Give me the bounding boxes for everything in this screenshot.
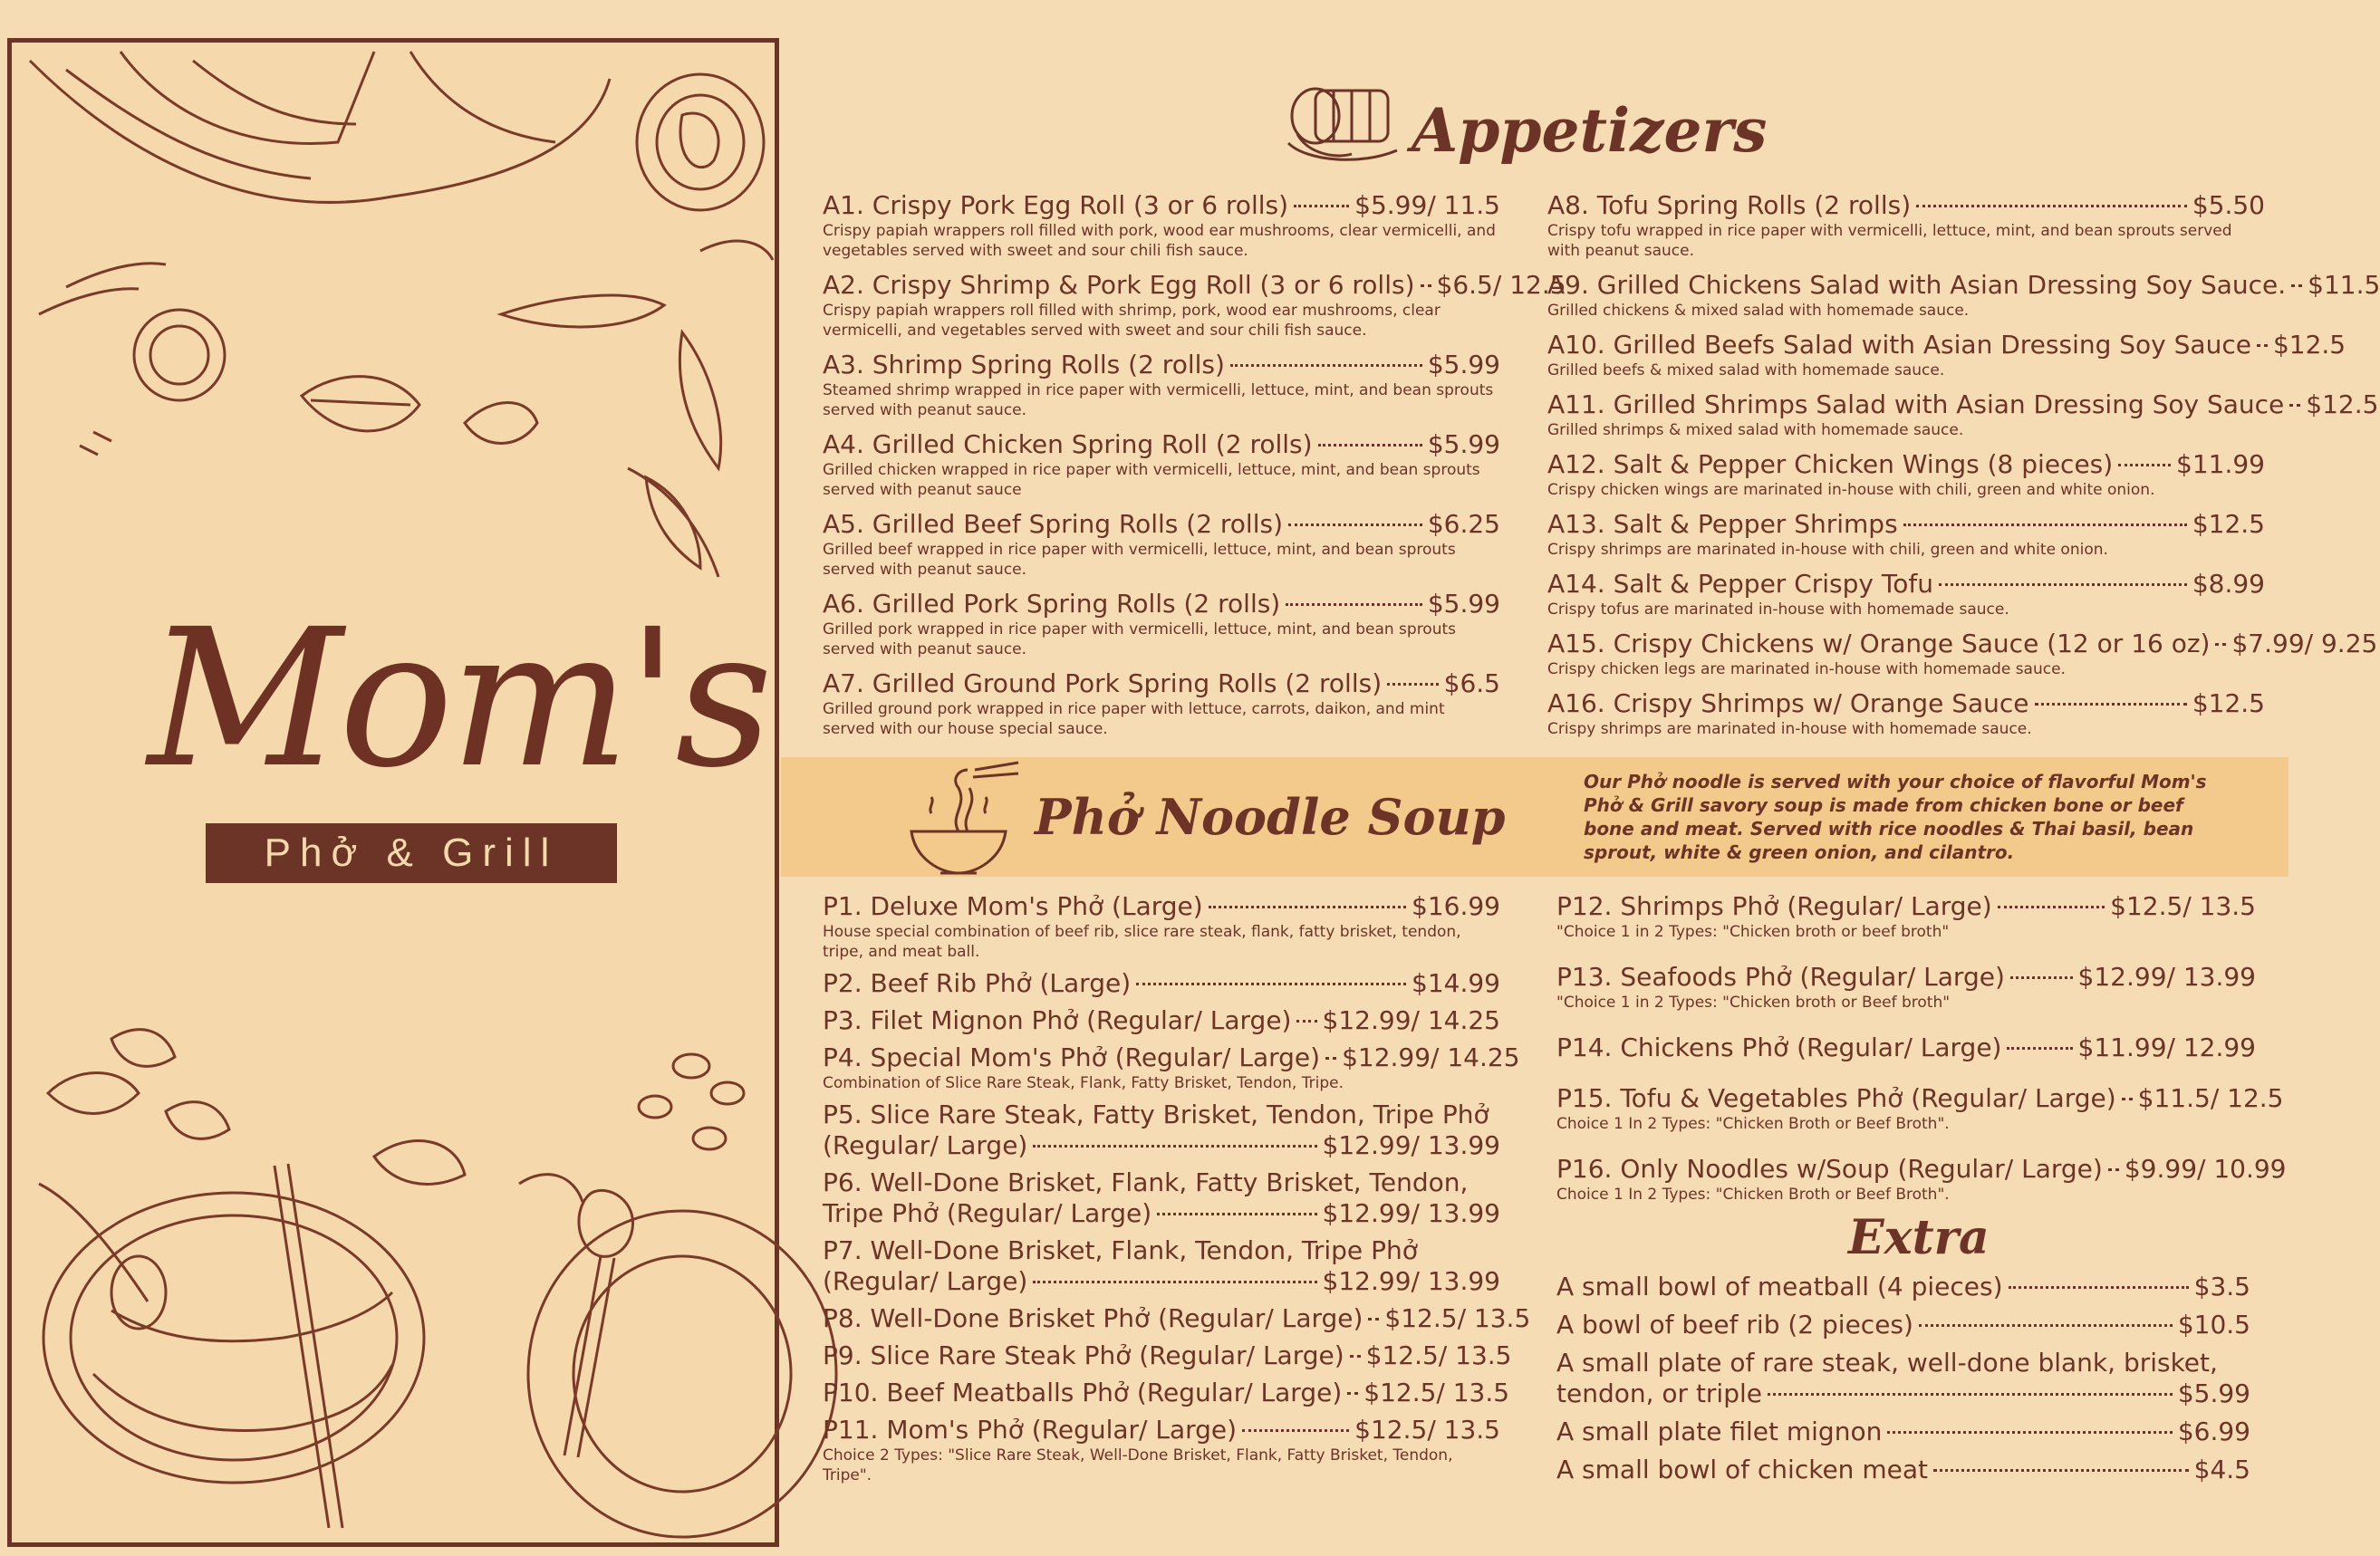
item-description: "Choice 1 in 2 Types: "Chicken broth or beef broth" xyxy=(1556,923,1950,941)
item-description: Choice 2 Types: "Slice Rare Steak, Well-Done Brisket, Flank, Fatty Brisket, Tendon, Tripe". xyxy=(823,1446,1453,1484)
item-name: A13. Salt & Pepper Shrimps xyxy=(1547,509,1898,539)
dot-leader xyxy=(1421,284,1431,287)
menu-item xyxy=(1547,190,2265,261)
item-line xyxy=(1547,449,2265,480)
item-description: Crispy chicken legs are marinated in-house with homemade sauce. xyxy=(1547,660,2066,678)
brand-name: Mom's xyxy=(148,588,770,810)
menu-item xyxy=(1556,1154,2287,1205)
item-description: Grilled pork wrapped in rice paper with vermicelli, lettuce, mint, and bean sprouts served with peanut sauce. xyxy=(823,620,1457,658)
item-line xyxy=(1556,1083,2284,1114)
item-description: Combination of Slice Rare Steak, Flank, Fatty Brisket, Tendon, Tripe. xyxy=(823,1074,1344,1092)
item-line xyxy=(823,1198,1500,1229)
item-line xyxy=(823,1415,1500,1446)
item-line xyxy=(1556,1033,2256,1063)
item-line xyxy=(1547,629,2378,659)
item-price: $3.5 xyxy=(2193,1272,2250,1301)
item-description: Crispy papiah wrappers roll filled with shrimp, pork, wood ear mushrooms, clear vermicelli, and vegetables served with sweet and sour chili fish sauce. xyxy=(823,302,1441,340)
item-name: tendon, or triple xyxy=(1556,1378,1762,1408)
item-name: A5. Grilled Beef Spring Rolls (2 rolls) xyxy=(823,509,1284,539)
item-name: P12. Shrimps Phở (Regular/ Large) xyxy=(1556,891,1992,921)
item-price: $5.99 xyxy=(2177,1378,2250,1408)
pho-right-column xyxy=(1556,891,2287,1225)
pho-left-column xyxy=(823,891,1531,1492)
menu-item xyxy=(823,1378,1510,1408)
menu-item xyxy=(823,1042,1520,1093)
item-price: $12.5 xyxy=(2306,389,2379,419)
item-price: $11.5 xyxy=(2308,270,2380,300)
item-line xyxy=(1547,569,2265,600)
item-name: A10. Grilled Beefs Salad with Asian Dressing Soy Sauce xyxy=(1547,330,2251,360)
item-name: (Regular/ Large) xyxy=(823,1266,1028,1296)
item-description: Crispy tofus are marinated in-house with homemade sauce. xyxy=(1547,600,2009,619)
item-price: $12.5/ 13.5 xyxy=(2110,891,2256,921)
item-line xyxy=(1556,891,2256,922)
item-description: Grilled chicken wrapped in rice paper with vermicelli, lettuce, mint, and bean sprouts served with peanut sauce xyxy=(823,461,1480,499)
item-name: P9. Slice Rare Steak Phở (Regular/ Large) xyxy=(823,1340,1344,1370)
menu-item xyxy=(823,190,1500,261)
item-name: A1. Crispy Pork Egg Roll (3 or 6 rolls) xyxy=(823,190,1289,220)
item-price: $5.99 xyxy=(1427,429,1500,459)
dot-leader xyxy=(1230,364,1422,367)
dot-leader xyxy=(2122,1098,2133,1100)
dot-leader xyxy=(1350,1355,1361,1358)
dot-leader xyxy=(2010,976,2073,979)
item-line xyxy=(823,1130,1500,1161)
item-line xyxy=(1556,1154,2287,1185)
dot-leader xyxy=(2007,1047,2072,1050)
item-price: $8.99 xyxy=(2192,569,2265,599)
item-name: A small bowl of meatball (4 pieces) xyxy=(1556,1272,2003,1301)
item-name: P10. Beef Meatballs Phở (Regular/ Large) xyxy=(823,1378,1343,1407)
item-line xyxy=(1556,1417,2250,1447)
dot-leader xyxy=(1033,1281,1316,1283)
item-name: P2. Beef Rib Phở (Large) xyxy=(823,968,1132,998)
menu-item xyxy=(823,1303,1531,1334)
item-description: Crispy tofu wrapped in rice paper with vermicelli, lettuce, mint, and bean sprouts served with peanut sauce. xyxy=(1547,222,2232,260)
item-line xyxy=(823,968,1500,999)
item-description: Choice 1 In 2 Types: "Chicken Broth or Beef Broth". xyxy=(1556,1186,1950,1204)
dot-leader xyxy=(1296,1020,1316,1023)
item-name: (Regular/ Large) xyxy=(823,1130,1028,1160)
menu-item xyxy=(823,1167,1500,1229)
item-description: Grilled shrimps & mixed salad with homemade sauce. xyxy=(1547,421,1964,439)
item-price: $12.5/ 13.5 xyxy=(1354,1415,1500,1445)
item-line xyxy=(1556,962,2256,993)
item-price: $7.99/ 9.25 xyxy=(2231,629,2378,658)
item-price: $6.5 xyxy=(1443,668,1500,698)
item-line xyxy=(1547,509,2265,540)
item-line xyxy=(823,190,1500,221)
item-name: Tripe Phở (Regular/ Large) xyxy=(823,1198,1152,1228)
item-name: A15. Crispy Chickens w/ Orange Sauce (12 or 16 oz) xyxy=(1547,629,2211,658)
spring-roll-icon xyxy=(1279,80,1404,170)
item-name: P4. Special Mom's Phở (Regular/ Large) xyxy=(823,1042,1321,1072)
dot-leader xyxy=(1368,1318,1379,1321)
item-description: Crispy chicken wings are marinated in-house with chili, green and white onion. xyxy=(1547,481,2155,499)
item-price: $12.5 xyxy=(2272,330,2346,360)
item-name: P13. Seafoods Phở (Regular/ Large) xyxy=(1556,962,2005,992)
dot-leader xyxy=(1347,1392,1358,1395)
menu-item xyxy=(1547,509,2265,560)
dot-leader xyxy=(1916,205,2187,207)
item-line xyxy=(823,668,1500,699)
menu-item xyxy=(1547,270,2380,321)
menu-item xyxy=(1556,1348,2250,1409)
extra-title: Extra xyxy=(1848,1210,1990,1265)
item-line xyxy=(1547,190,2265,221)
dot-leader xyxy=(2009,1286,2189,1289)
item-line xyxy=(823,509,1500,540)
item-line xyxy=(1556,1378,2250,1409)
item-price: $6.99 xyxy=(2177,1417,2250,1446)
item-line xyxy=(823,891,1500,922)
dot-leader xyxy=(1033,1145,1316,1148)
menu-item xyxy=(1556,1455,2250,1485)
dot-leader xyxy=(1887,1431,2173,1434)
item-price: $12.99/ 13.99 xyxy=(1322,1266,1500,1296)
item-price: $5.99 xyxy=(1427,350,1500,379)
item-line xyxy=(823,1005,1500,1036)
item-price: $11.5/ 12.5 xyxy=(2137,1083,2284,1113)
item-price: $12.99/ 14.25 xyxy=(1342,1042,1520,1072)
item-description: Crispy papiah wrappers roll filled with pork, wood ear mushrooms, clear vermicelli, and vegetables served with sweet and sour chili fish sauce. xyxy=(823,222,1496,260)
pho-description: Our Phở noodle is served with your choice of flavorful Mom's Phở & Grill savory soup is made from chicken bone or beef bone and meat. Served with rice noodles & Thai basil, bean sprout, white & green onion, and cilantro. xyxy=(1584,771,2207,863)
item-description: Steamed shrimp wrapped in rice paper with vermicelli, lettuce, mint, and bean sprouts served with peanut sauce. xyxy=(823,381,1494,419)
item-name: A4. Grilled Chicken Spring Roll (2 rolls) xyxy=(823,429,1313,459)
item-name: P11. Mom's Phở (Regular/ Large) xyxy=(823,1415,1238,1445)
item-description: Crispy shrimps are marinated in-house with chili, green and white onion. xyxy=(1547,541,2108,559)
item-price: $12.5/ 13.5 xyxy=(1384,1303,1531,1333)
item-description: Choice 1 In 2 Types: "Chicken Broth or Beef Broth". xyxy=(1556,1115,1950,1133)
item-name: P15. Tofu & Vegetables Phở (Regular/ Large) xyxy=(1556,1083,2116,1113)
item-description: "Choice 1 in 2 Types: "Chicken broth or Beef broth" xyxy=(1556,994,1951,1012)
item-name: A6. Grilled Pork Spring Rolls (2 rolls) xyxy=(823,589,1281,619)
item-line xyxy=(823,350,1500,380)
item-line xyxy=(1547,389,2379,420)
item-price: $16.99 xyxy=(1412,891,1500,921)
menu-item xyxy=(823,891,1500,962)
menu-item xyxy=(1547,569,2265,620)
menu-item xyxy=(1556,1417,2250,1447)
menu-item xyxy=(1547,629,2378,679)
item-price: $11.99 xyxy=(2176,449,2265,479)
item-line xyxy=(823,429,1500,460)
item-price: $12.99/ 13.99 xyxy=(1322,1130,1500,1160)
menu-item xyxy=(1547,449,2265,500)
dot-leader xyxy=(1919,1324,2173,1327)
item-description: House special combination of beef rib, slice rare steak, flank, fatty brisket, tendon, tripe, and meat ball. xyxy=(823,923,1461,961)
item-line xyxy=(1556,1310,2250,1340)
menu-item xyxy=(823,1235,1500,1297)
item-description: Grilled ground pork wrapped in rice paper with lettuce, carrots, daikon, and mint served with our house special sauce. xyxy=(823,700,1445,738)
item-price: $12.5 xyxy=(2192,688,2265,718)
item-name-line1: P6. Well-Done Brisket, Flank, Fatty Brisket, Tendon, xyxy=(823,1167,1469,1197)
item-line xyxy=(1547,330,2346,360)
menu-item xyxy=(1556,1033,2256,1063)
menu-item xyxy=(1556,1083,2284,1134)
item-name: A11. Grilled Shrimps Salad with Asian Dressing Soy Sauce xyxy=(1547,389,2285,419)
item-price: $10.5 xyxy=(2177,1310,2250,1340)
item-name: A bowl of beef rib (2 pieces) xyxy=(1556,1310,1913,1340)
dot-leader xyxy=(1136,983,1406,985)
menu-item xyxy=(1556,962,2256,1013)
menu-item xyxy=(823,429,1500,500)
item-price: $5.50 xyxy=(2192,190,2265,220)
menu-item xyxy=(1547,389,2379,440)
dot-leader xyxy=(1939,583,2187,586)
item-price: $12.99/ 13.99 xyxy=(1322,1198,1500,1228)
appetizers-left-column xyxy=(823,190,1566,748)
item-price: $6.25 xyxy=(1427,509,1500,539)
dot-leader xyxy=(2291,284,2302,287)
dot-leader xyxy=(1903,523,2187,526)
item-price: $12.5/ 13.5 xyxy=(1363,1378,1510,1407)
dot-leader xyxy=(2289,404,2300,407)
dot-leader xyxy=(2035,703,2187,706)
extra-column xyxy=(1556,1272,2250,1493)
pho-title: Phở Noodle Soup xyxy=(1035,788,1506,846)
dot-leader xyxy=(2108,1168,2119,1171)
item-price: $9.99/ 10.99 xyxy=(2124,1154,2287,1184)
dot-leader xyxy=(2215,643,2226,646)
menu-item xyxy=(823,270,1566,341)
dot-leader xyxy=(1209,906,1406,908)
pho-bowl-icon xyxy=(895,761,1022,879)
item-name-line1: P5. Slice Rare Steak, Fatty Brisket, Tendon, Tripe Phở xyxy=(823,1100,1489,1129)
item-name: A9. Grilled Chickens Salad with Asian Dressing Soy Sauce. xyxy=(1547,270,2287,300)
item-name: P16. Only Noodles w/Soup (Regular/ Large) xyxy=(1556,1154,2103,1184)
item-price: $5.99 xyxy=(1427,589,1500,619)
appetizers-right-column xyxy=(1547,190,2380,748)
dot-leader xyxy=(1286,603,1422,606)
item-line xyxy=(823,589,1500,620)
dot-leader xyxy=(1387,683,1439,686)
menu-item xyxy=(823,1340,1512,1371)
item-line xyxy=(823,270,1566,301)
item-description: Crispy shrimps are marinated in-house with homemade sauce. xyxy=(1547,720,2032,738)
menu-item xyxy=(823,1415,1500,1485)
menu-item xyxy=(823,509,1500,580)
menu-item xyxy=(1556,1310,2250,1340)
dot-leader xyxy=(1768,1393,2173,1396)
dot-leader xyxy=(1998,906,2105,908)
item-name: A14. Salt & Pepper Crispy Tofu xyxy=(1547,569,1933,599)
menu-item xyxy=(1547,330,2346,380)
dot-leader xyxy=(1318,444,1422,447)
dot-leader xyxy=(1242,1429,1349,1432)
item-name: A small bowl of chicken meat xyxy=(1556,1455,1928,1484)
menu-item xyxy=(823,1100,1500,1161)
item-price: $4.5 xyxy=(2193,1455,2250,1484)
item-name: A3. Shrimp Spring Rolls (2 rolls) xyxy=(823,350,1225,379)
menu-item xyxy=(1547,688,2265,739)
item-line xyxy=(823,1303,1531,1334)
item-line xyxy=(1547,270,2380,301)
item-price: $6.5/ 12.5 xyxy=(1436,270,1566,300)
item-line xyxy=(823,1378,1510,1408)
dot-leader xyxy=(1288,523,1422,526)
menu-item xyxy=(823,968,1500,999)
item-name: P1. Deluxe Mom's Phở (Large) xyxy=(823,891,1203,921)
item-price: $14.99 xyxy=(1412,968,1500,998)
item-name: P8. Well-Done Brisket Phở (Regular/ Large) xyxy=(823,1303,1363,1333)
menu-item xyxy=(823,350,1500,420)
item-price: $5.99/ 11.5 xyxy=(1354,190,1500,220)
item-name: A12. Salt & Pepper Chicken Wings (8 pieces) xyxy=(1547,449,2114,479)
item-name: P3. Filet Mignon Phở (Regular/ Large) xyxy=(823,1005,1292,1035)
brand-tagline: Phở & Grill xyxy=(206,823,617,883)
item-description: Grilled beefs & mixed salad with homemade sauce. xyxy=(1547,361,1945,379)
dot-leader xyxy=(2257,344,2268,347)
menu-item xyxy=(823,668,1500,739)
item-price: $12.99/ 14.25 xyxy=(1322,1005,1500,1035)
dot-leader xyxy=(1157,1213,1316,1215)
item-price: $12.5 xyxy=(2192,509,2265,539)
appetizers-title: Appetizers xyxy=(1412,95,1768,166)
item-description: Grilled chickens & mixed salad with homemade sauce. xyxy=(1547,302,1970,320)
dot-leader xyxy=(1933,1469,2189,1472)
menu-item xyxy=(1556,891,2256,942)
item-name: A16. Crispy Shrimps w/ Orange Sauce xyxy=(1547,688,2029,718)
menu-item xyxy=(823,1005,1500,1036)
menu-item xyxy=(1556,1272,2250,1302)
item-name-line1: A small plate of rare steak, well-done blank, brisket, xyxy=(1556,1348,2218,1378)
item-name: A7. Grilled Ground Pork Spring Rolls (2 rolls) xyxy=(823,668,1383,698)
dot-leader xyxy=(2118,464,2171,466)
item-price: $11.99/ 12.99 xyxy=(2077,1033,2256,1062)
item-description: Grilled beef wrapped in rice paper with vermicelli, lettuce, mint, and bean sprouts served with peanut sauce. xyxy=(823,541,1456,579)
item-line xyxy=(1556,1272,2250,1302)
item-line xyxy=(823,1266,1500,1297)
item-name: A8. Tofu Spring Rolls (2 rolls) xyxy=(1547,190,1912,220)
menu-item xyxy=(823,589,1500,659)
item-price: $12.99/ 13.99 xyxy=(2077,962,2256,992)
item-name: A small plate filet mignon xyxy=(1556,1417,1883,1446)
brand-panel xyxy=(7,38,779,1547)
dot-leader xyxy=(1294,205,1349,207)
item-name-line1: P7. Well-Done Brisket, Flank, Tendon, Tripe Phở xyxy=(823,1235,1418,1265)
item-line xyxy=(823,1042,1520,1073)
dot-leader xyxy=(1325,1057,1336,1060)
item-line xyxy=(823,1340,1512,1371)
item-name: A2. Crispy Shrimp & Pork Egg Roll (3 or 6 rolls) xyxy=(823,270,1415,300)
item-name: P14. Chickens Phở (Regular/ Large) xyxy=(1556,1033,2002,1062)
item-line xyxy=(1556,1455,2250,1485)
item-line xyxy=(1547,688,2265,719)
item-price: $12.5/ 13.5 xyxy=(1365,1340,1512,1370)
